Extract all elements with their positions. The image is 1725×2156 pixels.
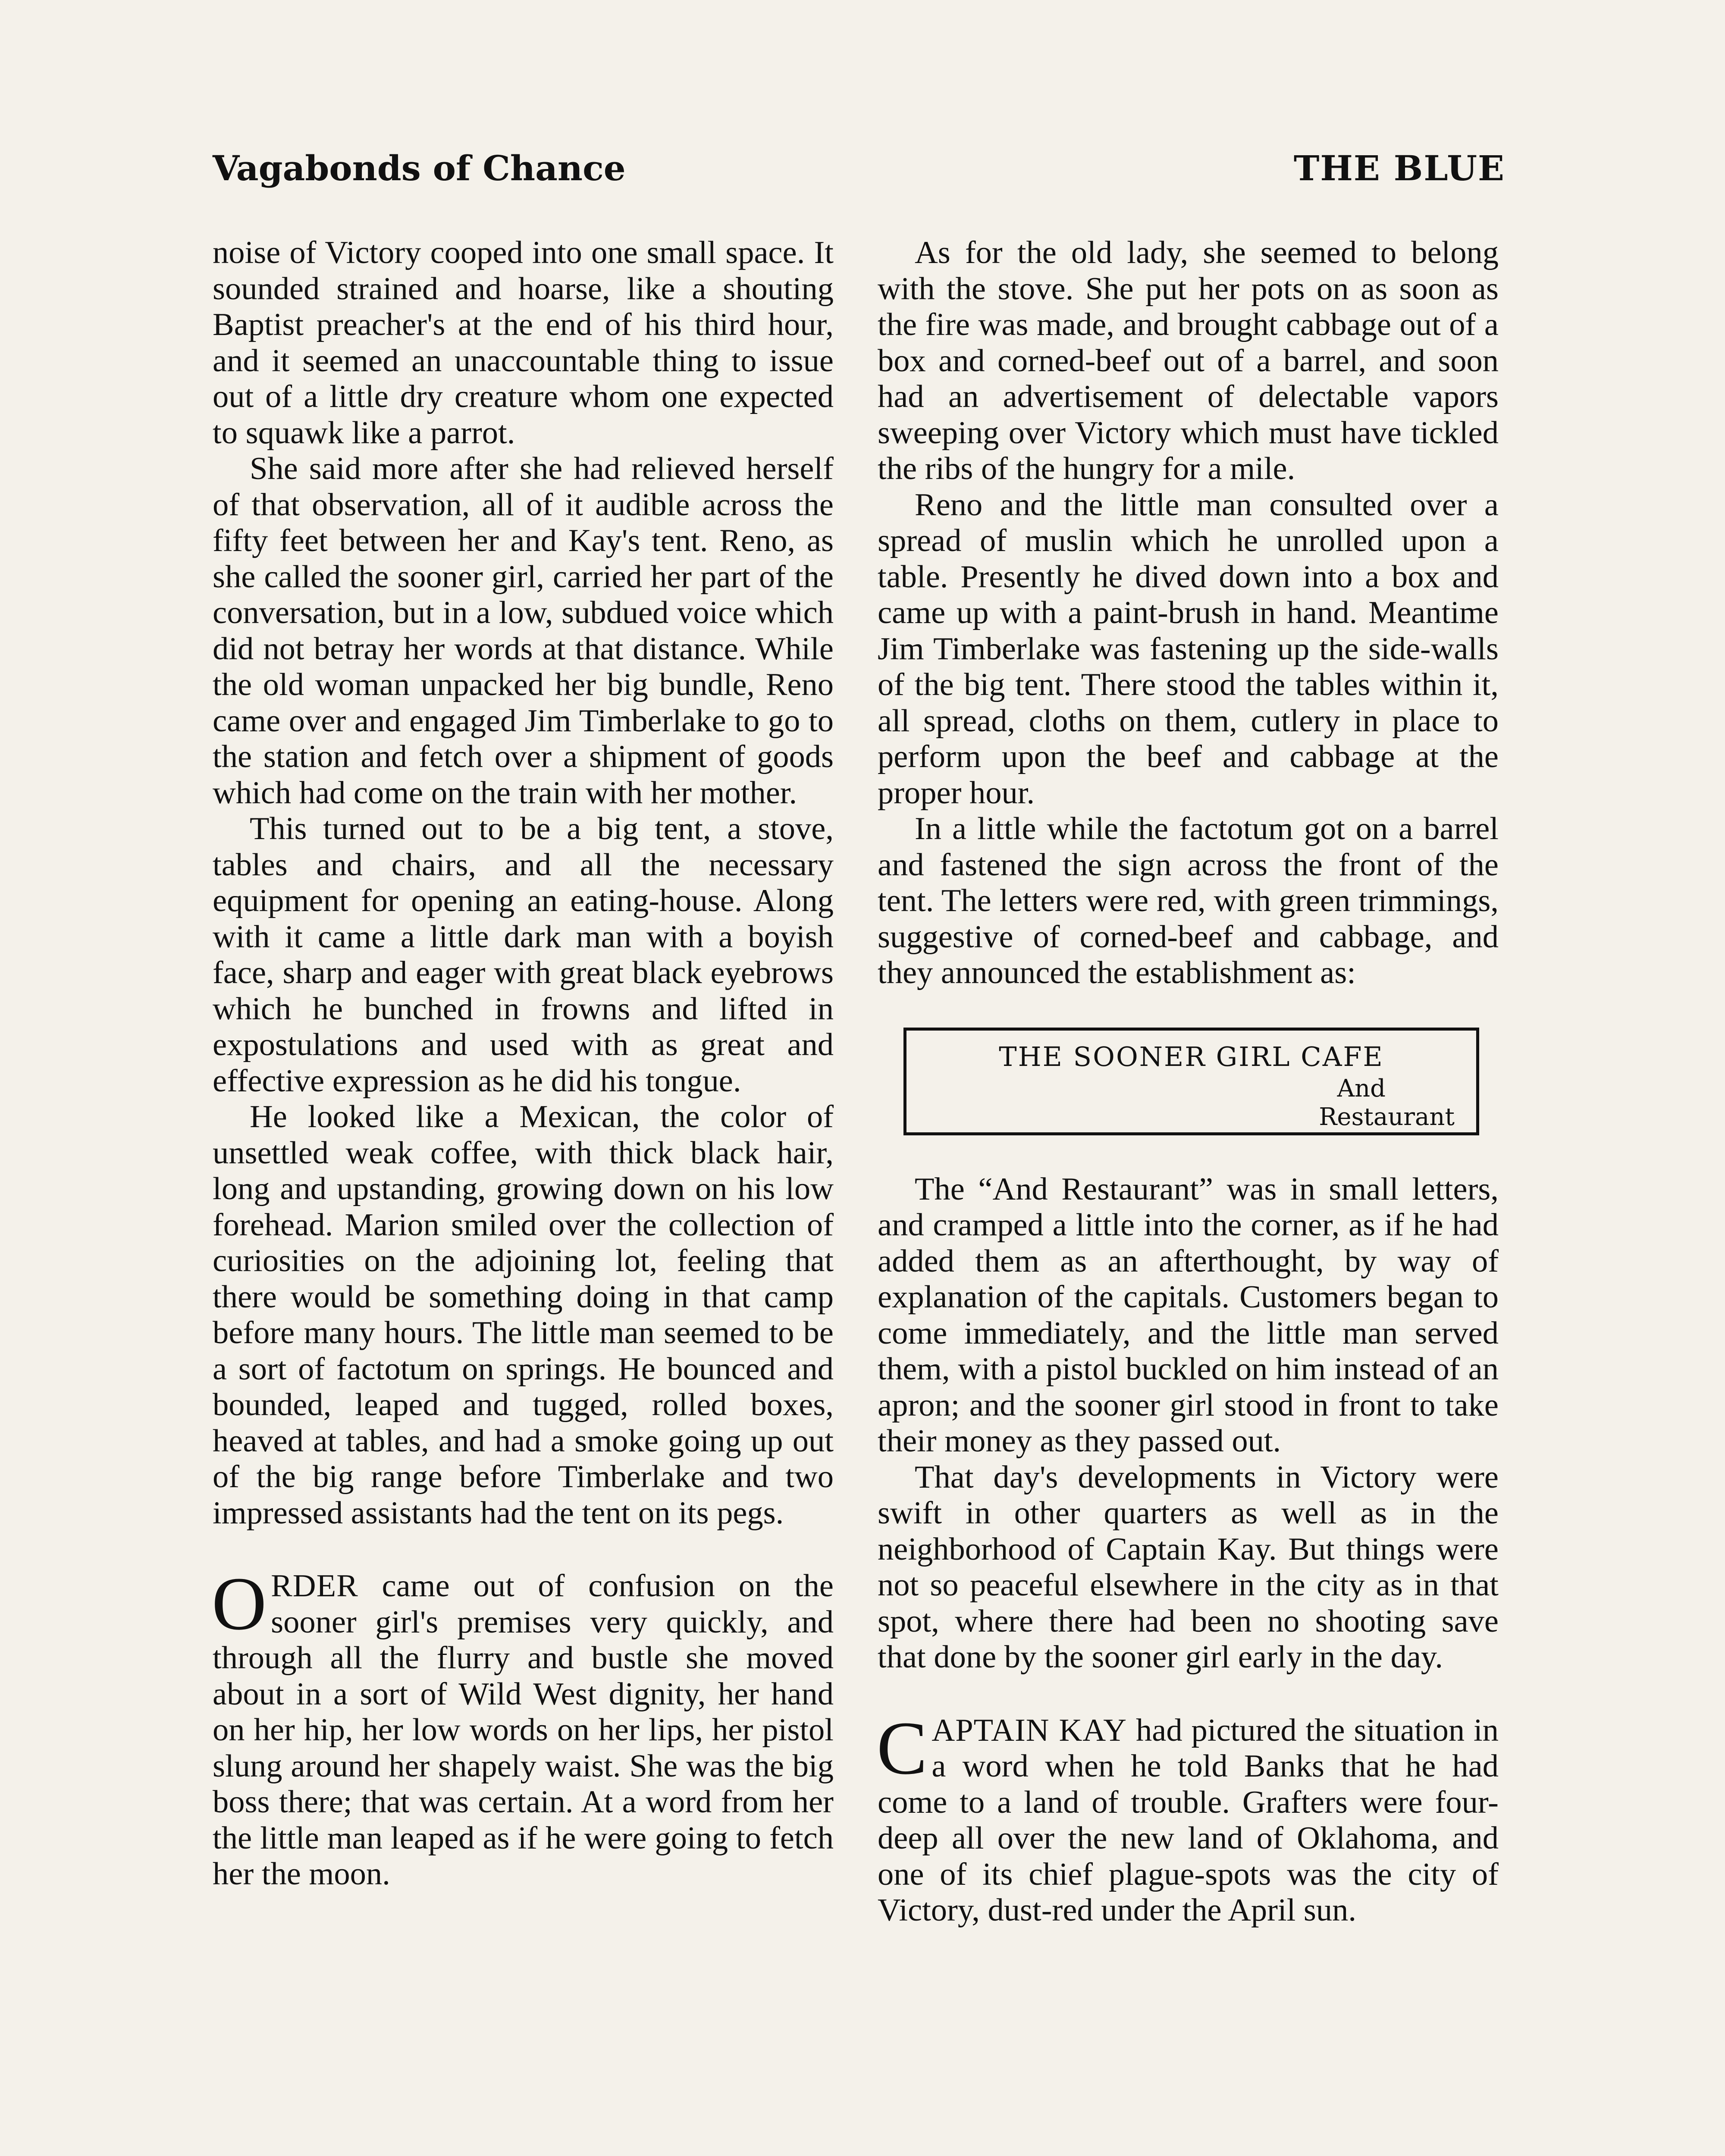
sign-title: THE SOONER GIRL CAFE (999, 1040, 1384, 1072)
cafe-sign (903, 1028, 1479, 1135)
paragraph-drop-cap (877, 1706, 1499, 1929)
right-column (878, 235, 1499, 1929)
sign-restaurant: Restaurant (1319, 1103, 1455, 1131)
paragraph-text: came out of confusion on the sooner girl's premises very quickly, and through all the flurry and bustle she moved about in a sort of Wild West dignity, her hand on her hip, her low words on her lips, her pistol slung around her shapely waist. She was the big boss there; that was certain. At a word from her the little man leaped as if he were going to fetch her the moon. (213, 1568, 834, 1892)
section-break (878, 1676, 1499, 1713)
paragraph: The “And Restaurant” was in small letters, and cramped a little into the corner, as if he had added them as an afterthought, by way of explanation of the capitals. Customers began to come immediately, and the little man served them, with a pistol buckled on him instead of an apron; and the sooner girl stood in front to take their money as they passed out. (878, 1171, 1499, 1459)
paragraph: This turned out to be a big tent, a stove, tables and chairs, and all the necessary equipment for opening an eating-house. Along with it came a little dark man with a boyish face, sharp and eager with great black eyebrows which he bunched in frowns and lifted in expostulations and used with as great and effective expression as he did his tongue. (213, 811, 834, 1099)
running-title: Vagabonds of Chance (213, 148, 626, 188)
section-break (213, 1531, 834, 1568)
paragraph: In a little while the factotum got on a barrel and fastened the sign across the front of the tent. The letters were red, with green trimmings, suggestive of corned-beef and cabbage, and they announced the establishment as: (878, 811, 1499, 990)
lead-in-caps: APTAIN KAY (932, 1712, 1127, 1748)
paragraph-text: had pictured the situation in a word when he told Banks that he had come to a land of trouble. Grafters were four-deep all over the new land of Oklahoma, and one of its chief plague-spots was the city of Victory, dust-red under the April sun. (878, 1712, 1499, 1928)
paragraph: noise of Victory cooped into one small space. It sounded strained and hoarse, like a shouting Baptist preacher's at the end of his third hour, and it seemed an unaccountable thing to issue out of a little dry creature whom one expected to squawk like a parrot. (213, 235, 834, 451)
paragraph-drop-cap (212, 1562, 834, 1893)
drop-cap: O (212, 1562, 267, 1646)
drop-cap: C (877, 1706, 928, 1790)
sign-and: And (1337, 1074, 1386, 1103)
paragraph: As for the old lady, she seemed to belong with the stove. She put her pots on as soon as the fire was made, and brought cabbage out of a box and corned-beef out of a barrel, and soon had an advertisement of delectable vapors sweeping over Victory which must have tickled the ribs of the hungry for a mile. (878, 235, 1499, 486)
paragraph: She said more after she had relieved herself of that observation, all of it audible across the fifty feet between her and Kay's tent. Reno, as she called the sooner girl, carried her part of the conversation, but in a low, subdued voice which did not betray her words at that distance. While the old woman unpacked her big bundle, Reno came over and engaged Jim Timberlake to go to the station and fetch over a shipment of goods which had come on the train with her mother. (213, 451, 834, 811)
magazine-name: THE BLUE (1293, 148, 1505, 188)
lead-in-caps: RDER (271, 1568, 358, 1604)
paragraph: Reno and the little man consulted over a spread of muslin which he unrolled upon a table. Presently he dived down into a box and came up with a paint-brush in hand. Meantime Jim Timberlake was fastening up the side-walls of the big tent. There stood the tables within it, all spread, cloths on them, cutlery in place to perform upon the beef and cabbage at the proper hour. (878, 487, 1499, 811)
paragraph: He looked like a Mexican, the color of unsettled weak coffee, with thick black hair, long and upstanding, growing down on his low forehead. Marion smiled over the collection of curiosities on the adjoining lot, feeling that there would be something doing in that camp before many hours. The little man seemed to be a sort of factotum on springs. He bounced and bounded, leaped and tugged, rolled boxes, heaved at tables, and had a smoke going up out of the big range before Timberlake and two impressed assistants had the tent on its pegs. (213, 1099, 834, 1531)
left-column (213, 235, 834, 1893)
paragraph: That day's developments in Victory were swift in other quarters as well as in the neighborhood of Captain Kay. But things were not so peaceful elsewhere in the city as in that spot, where there had been no shooting save that done by the sooner girl early in the day. (878, 1459, 1499, 1675)
